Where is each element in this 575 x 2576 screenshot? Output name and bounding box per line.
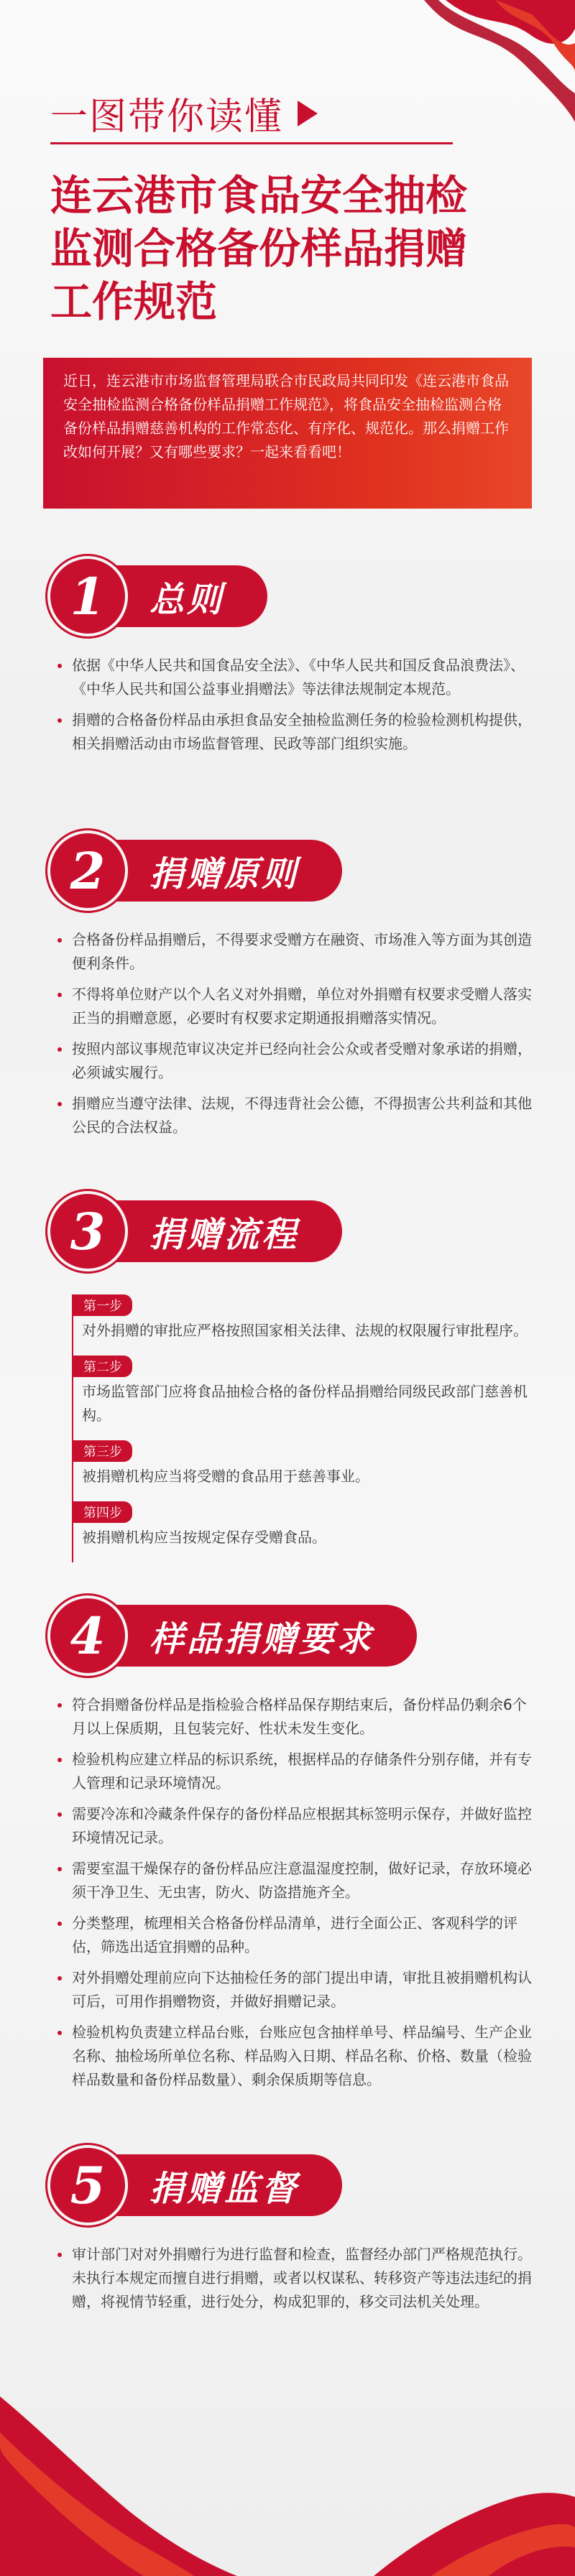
section-3-steps: [72, 1294, 532, 1562]
section-3-title: 捐赠流程: [96, 1200, 342, 1262]
list-item: 符合捐赠备份样品是指检验合格样品保存期结束后，备份样品仍剩余6个月以上保质期，且包装完好、性状未发生变化。: [50, 1693, 539, 1741]
page-title-line-2: 监测合格备份样品捐赠: [50, 224, 468, 273]
step-text: 市场监管部门应将食品抽检合格的备份样品捐赠给同级民政部门慈善机构。: [82, 1383, 528, 1424]
section-1-header: [50, 559, 267, 634]
list-item: 捐赠的合格备份样品由承担食品安全抽检监测任务的检验检测机构提供，相关捐赠活动由市场监督管理、民政等部门组织实施。: [50, 708, 539, 756]
list-item: 捐赠应当遵守法律、法规，不得违背社会公德，不得损害公共利益和其他公民的合法权益。: [50, 1092, 539, 1139]
section-1-list: [50, 654, 539, 763]
list-item: 分类整理，梳理相关合格备份样品清单，进行全面公正、客观科学的评估，筛选出适宜捐赠的品种。: [50, 1912, 539, 1959]
list-item: 合格备份样品捐赠后，不得要求受赠方在融资、市场准入等方面为其创造便利条件。: [50, 928, 539, 976]
section-5-list: [50, 2243, 539, 2321]
step-label: 第二步: [73, 1356, 132, 1377]
list-item: 需要冷冻和冷藏条件保存的备份样品应根据其标签明示保存，并做好监控环境情况记录。: [50, 1802, 539, 1850]
section-2-header: [50, 833, 342, 908]
play-triangle-icon: [298, 101, 318, 126]
list-item: 检验机构负责建立样品台账，台账应包含抽样单号、样品编号、生产企业名称、抽检场所单位名称、样品购入日期、样品名称、价格、数量（检验样品数量和备份样品数量）、剩余保质期等信息。: [50, 2021, 539, 2092]
list-item: 审计部门对对外捐赠行为进行监督和检查，监督经办部门严格规范执行。未执行本规定而擅自进行捐赠，或者以权谋私、转移资产等违法违纪的捐赠，将视情节轻重，进行处分，构成犯罪的，移交司法机关处理。: [50, 2243, 539, 2314]
section-2-list: [50, 928, 539, 1146]
step-text: 被捐赠机构应当将受赠的食品用于慈善事业。: [82, 1468, 369, 1485]
list-item: 检验机构应建立样品的标识系统，根据样品的存储条件分别存储，并有专人管理和记录环境情况。: [50, 1748, 539, 1795]
section-3-number: 3: [50, 1194, 125, 1269]
list-item: 对外捐赠处理前应向下达抽检任务的部门提出申请，审批且被捐赠机构认可后，可用作捐赠物资，并做好捐赠记录。: [50, 1966, 539, 2014]
section-5-number: 5: [50, 2148, 125, 2223]
page-title-line-1: 连云港市食品安全抽检: [50, 171, 468, 220]
list-item: 按照内部议事规范审议决定并已经向社会公众或者受赠对象承诺的捐赠，必须诚实履行。: [50, 1037, 539, 1085]
list-item: 依据《中华人民共和国食品安全法》、《中华人民共和国反食品浪费法》、《中华人民共和国公益事业捐赠法》等法律法规制定本规范。: [50, 654, 539, 701]
section-4-header: [50, 1598, 417, 1673]
section-3-header: [50, 1194, 342, 1269]
section-2-number: 2: [50, 833, 125, 908]
ribbon-bottom-decoration: [0, 2368, 575, 2576]
step-item: [82, 1440, 532, 1488]
ribbon-top-right-decoration: [359, 0, 575, 122]
list-item: 不得将单位财产以个人名义对外捐赠，单位对外捐赠有权要求受赠人落实正当的捐赠意愿，必要时有权要求定期通报捐赠落实情况。: [50, 983, 539, 1030]
step-text: 被捐赠机构应当按规定保存受赠食品。: [82, 1529, 326, 1546]
step-item: [82, 1501, 532, 1549]
header-tag: [50, 86, 318, 140]
section-4-title: 样品捐赠要求: [96, 1605, 417, 1667]
step-label: 第一步: [73, 1294, 132, 1316]
step-item: [82, 1294, 532, 1343]
page-title-line-3: 工作规范: [50, 277, 218, 326]
list-item: 需要室温干燥保存的备份样品应注意温湿度控制，做好记录，存放环境必须干净卫生、无虫害，防火、防盗措施齐全。: [50, 1857, 539, 1904]
section-1-title: 总则: [96, 565, 267, 627]
header-underline: [50, 142, 453, 144]
step-text: 对外捐赠的审批应严格按照国家相关法律、法规的权限履行审批程序。: [82, 1322, 528, 1339]
section-5-header: [50, 2148, 342, 2223]
step-label: 第四步: [73, 1501, 132, 1523]
page-title: [50, 169, 539, 328]
header-tag-text: 一图带你读懂: [50, 96, 284, 139]
section-4-number: 4: [50, 1598, 125, 1673]
step-item: [82, 1356, 532, 1427]
section-2-title: 捐赠原则: [96, 840, 342, 902]
section-1-number: 1: [50, 559, 125, 634]
section-4-list: [50, 1693, 539, 2099]
section-5-title: 捐赠监督: [96, 2154, 342, 2216]
intro-box: 近日，连云港市市场监督管理局联合市民政局共同印发《连云港市食品安全抽检监测合格备份样品捐赠工作规范》，将食品安全抽检监测合格备份样品捐赠慈善机构的工作常态化、有序化、规范化。那么捐赠工作改如何开展？又有哪些要求？一起来看看吧！: [43, 358, 532, 509]
step-label: 第三步: [73, 1440, 132, 1462]
